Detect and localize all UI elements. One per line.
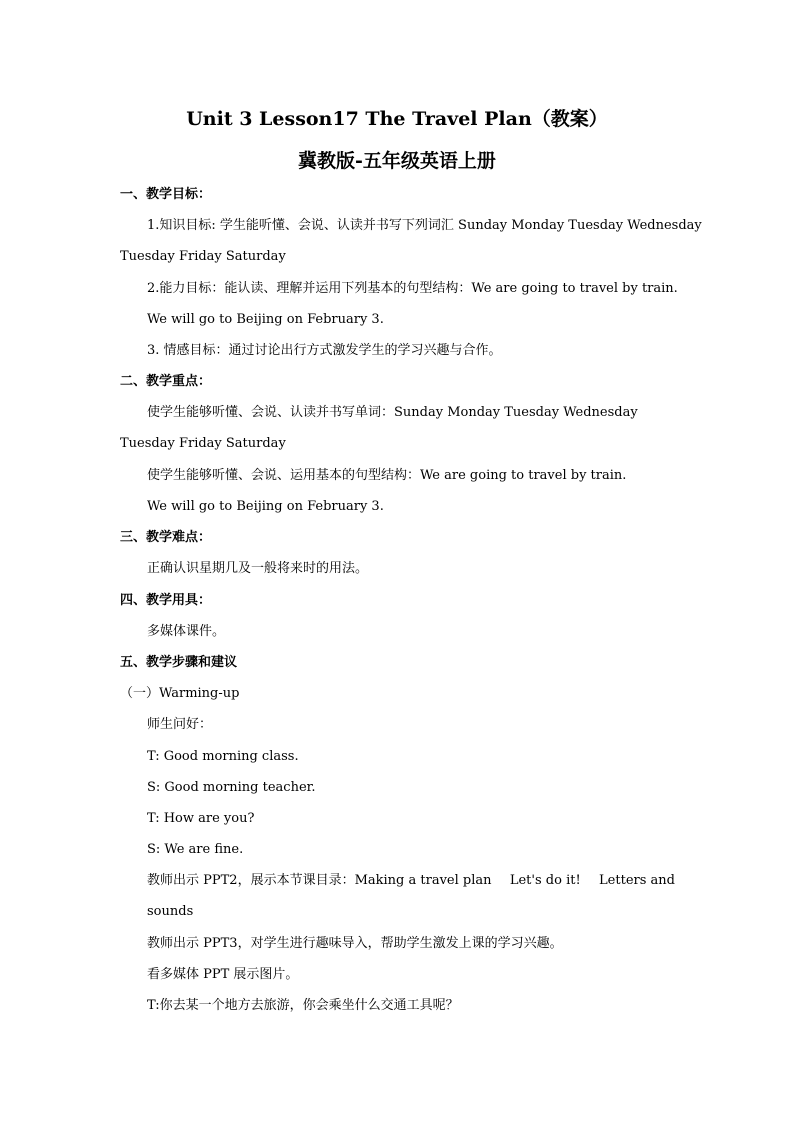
ppt2-part: 教师出示 PPT2，展示本节课目录：Making a travel plan — [147, 873, 492, 888]
difficulty-item: 正确认识星期几及一般将来时的用法。 — [147, 561, 369, 576]
section-heading-difficulties: 三、教学难点： — [120, 530, 212, 545]
document-title: Unit 3 Lesson17 The Travel Plan（教案） — [186, 108, 608, 130]
ppt2-instruction-cont: sounds — [147, 904, 194, 919]
ppt2-part: Let's do it! — [509, 873, 581, 888]
dialogue-line: T: How are you? — [147, 811, 255, 826]
objective-knowledge-cont: Tuesday Friday Saturday — [120, 249, 286, 264]
key-point-sentences: 使学生能够听懂、会说、运用基本的句型结构：We are going to travel by train. — [147, 468, 627, 483]
picture-instruction: 看多媒体 PPT 展示图片。 — [147, 967, 299, 982]
dialogue-line: T: Good morning class. — [147, 749, 299, 764]
step-greeting: 师生问好： — [147, 717, 213, 732]
step-warming-up: （一）Warming-up — [120, 686, 240, 701]
section-heading-tools: 四、教学用具： — [120, 593, 212, 608]
document-subtitle: 冀教版-五年级英语上册 — [298, 150, 496, 172]
objective-emotion: 3. 情感目标：通过讨论出行方式激发学生的学习兴趣与合作。 — [147, 343, 502, 358]
objective-ability-cont: We will go to Beijing on February 3. — [147, 312, 384, 327]
key-point-words: 使学生能够听懂、会说、认读并书写单词：Sunday Monday Tuesday Wednesday — [147, 405, 638, 420]
ppt3-instruction: 教师出示 PPT3，对学生进行趣味导入，帮助学生激发上课的学习兴趣。 — [147, 936, 563, 951]
section-heading-steps: 五、教学步骤和建议 — [120, 655, 238, 670]
teacher-question: T:你去某一个地方去旅游，你会乘坐什么交通工具呢？ — [147, 998, 459, 1013]
dialogue-line: S: We are fine. — [147, 842, 244, 857]
objective-ability: 2.能力目标：能认读、理解并运用下列基本的句型结构：We are going to travel by train. — [147, 281, 678, 296]
objective-knowledge: 1.知识目标: 学生能听懂、会说、认读并书写下列词汇 Sunday Monday Tuesday Wednesday — [147, 218, 702, 233]
ppt2-part: Letters and — [599, 873, 675, 888]
ppt2-instruction — [147, 872, 675, 890]
dialogue-line: S: Good morning teacher. — [147, 780, 316, 795]
section-heading-key-points: 二、教学重点： — [120, 374, 212, 389]
key-point-sentences-cont: We will go to Beijing on February 3. — [147, 499, 384, 514]
tools-item: 多媒体课件。 — [147, 624, 226, 639]
section-heading-objectives: 一、教学目标： — [120, 187, 212, 202]
key-point-words-cont: Tuesday Friday Saturday — [120, 436, 286, 451]
